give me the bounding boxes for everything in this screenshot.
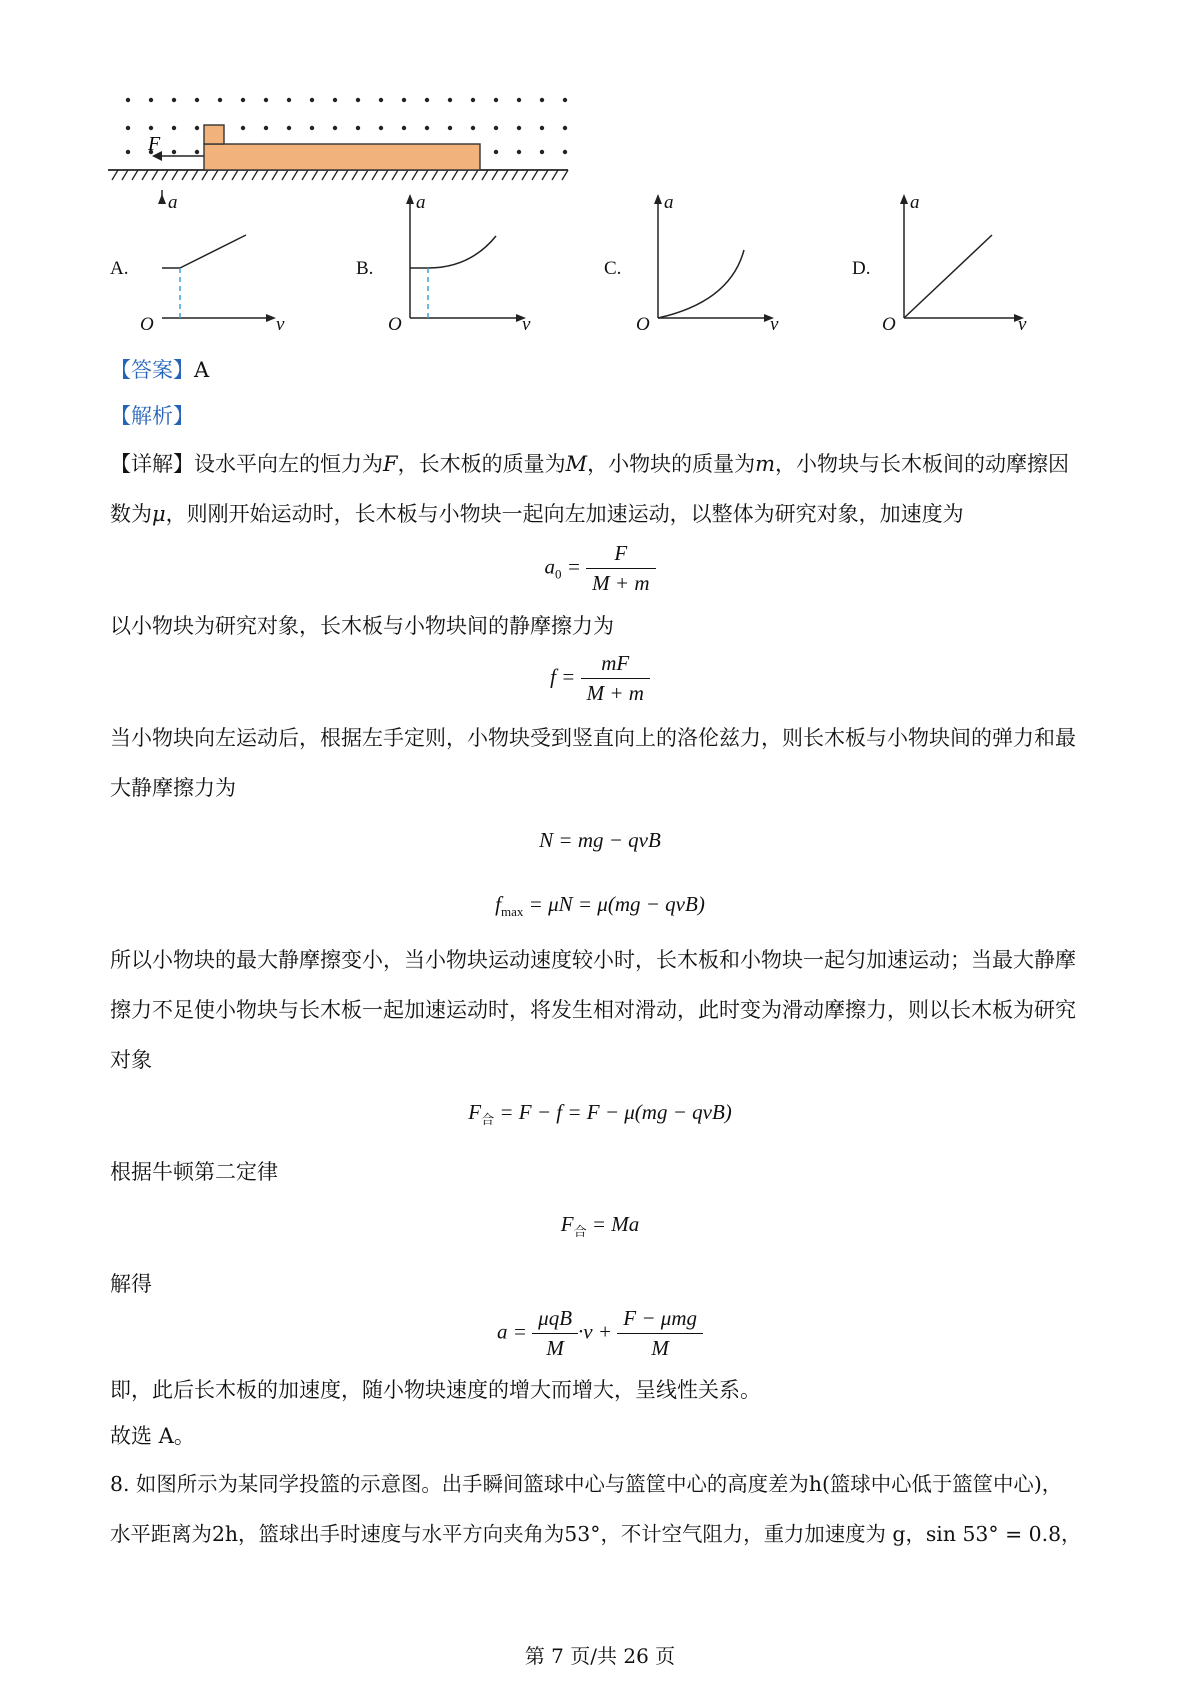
text-line-9: 根据牛顿第二定律 [110,1160,278,1184]
text-line-4: 当小物块向左运动后，根据左手定则，小物块受到竖直向上的洛伦兹力，则长木板与小物块间的弹力和最 [110,726,1076,750]
option-d-y-label: a [910,192,920,213]
option-b-letter[interactable]: B. [356,258,374,279]
option-a-origin: O [140,314,154,335]
equation-fmax: $f_{max} = \mu N = \mu(mg - qvB)$ [495,892,705,920]
text-line-10: 解得 [110,1272,152,1296]
option-d-letter[interactable]: D. [852,258,871,279]
text-line-6: 所以小物块的最大静摩擦变小，当小物块运动速度较小时，长木板和小物块一起匀加速运动；当最大静摩 [110,948,1076,972]
option-b-origin: O [388,314,402,335]
option-d-x-label: v [1018,314,1027,335]
answer-line [110,344,1095,396]
answer-tag: 【答案】 [110,358,194,382]
option-b-x-label: v [522,314,531,335]
equation-normal-force: N = mg − qvB [539,828,661,852]
detail-line-1: 【详解】设水平向左的恒力为F，长木板的质量为M，小物块的质量为m，小物块与长木板间的动摩擦因 [110,452,1070,476]
equation-acceleration: a = $\frac{\text{μqB}}{M}$ ·v + $\frac{\text{F − μmg}}{M}$ [0,1306,1200,1361]
option-d-origin: O [882,314,896,335]
equation-net-force: $F_合 = F - f = F - \mu(mg - qvB)$ [468,1100,732,1128]
text-line-11: 即，此后长木板的加速度，随小物块速度的增大而增大，呈线性关系。 [110,1378,761,1402]
answer-value: A [194,358,210,382]
page-footer: 第 7 页/共 26 页 [524,1644,676,1668]
text-line-7: 擦力不足使小物块与长木板一起加速运动时，将发生相对滑动，此时变为滑动摩擦力，则以长木板为研究 [110,998,1076,1022]
long-plank [204,144,480,170]
option-a-letter[interactable]: A. [110,258,129,279]
option-c-y-label: a [664,192,674,213]
analysis-tag: 【解析】 [110,404,194,428]
option-a-y-label: a [168,192,178,213]
option-b-y-label: a [416,192,426,213]
question-8-line-1: 8. 如图所示为某同学投篮的示意图。出手瞬间篮球中心与篮筐中心的高度差为h(篮球中心低于篮筐中心)， [110,1472,1063,1496]
force-label: F [148,133,161,155]
equation-static-friction: f = $\frac{mF}{M + m}$ [0,651,1200,706]
option-c-origin: O [636,314,650,335]
text-line-12: 故选 A。 [110,1424,195,1448]
equation-newton: $F_合 = Ma$ [560,1212,640,1240]
option-c-letter[interactable]: C. [604,258,622,279]
detail-line-2: 数为μ，则刚开始运动时，长木板与小物块一起向左加速运动，以整体为研究对象，加速度为 [110,502,964,526]
text-line-5: 大静摩擦力为 [110,776,236,800]
ground [108,170,568,180]
option-a-x-label: v [276,314,285,335]
text-line-8: 对象 [110,1048,152,1072]
equation-a0: $a_0$ = $\frac{F}{M + m}$ [0,541,1200,596]
option-c-x-label: v [770,314,779,335]
small-block [204,125,224,144]
text-line-3: 以小物块为研究对象，长木板与小物块间的静摩擦力为 [110,614,614,638]
question-8-line-2: 水平距离为2h，篮球出手时速度与水平方向夹角为53°，不计空气阻力，重力加速度为 g，sin 53° = 0.8， [110,1522,1082,1546]
